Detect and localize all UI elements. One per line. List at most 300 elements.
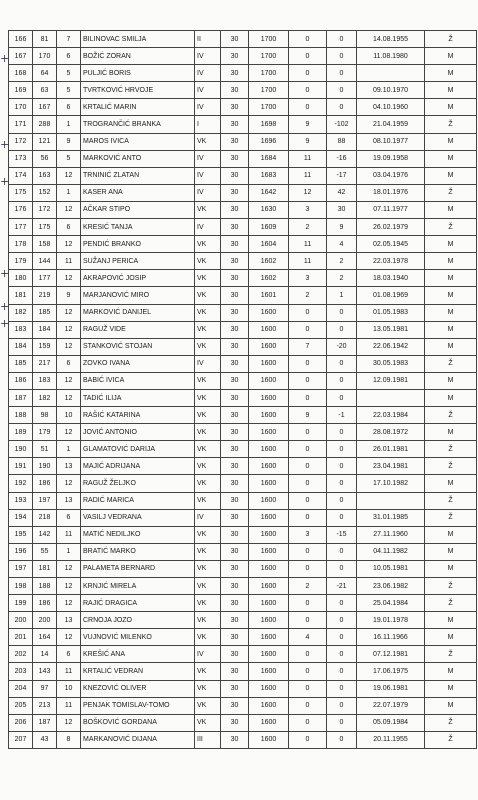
rating-cell: 1700: [249, 99, 289, 116]
birth-date-cell: 14.08.1955: [357, 31, 425, 48]
rating-cell: 1600: [249, 578, 289, 595]
rating-change-cell: 0: [327, 372, 357, 389]
group-cell: 5: [57, 82, 81, 99]
category-cell: VK: [195, 389, 221, 406]
rank-cell: 188: [9, 407, 33, 424]
group-cell: 6: [57, 219, 81, 236]
sex-cell: M: [425, 526, 477, 543]
games-cell: 30: [221, 441, 249, 458]
games-cell: 30: [221, 82, 249, 99]
rank-cell: 206: [9, 714, 33, 731]
sex-cell: M: [425, 287, 477, 304]
table-row: [9, 372, 477, 389]
birth-date-cell: 25.04.1984: [357, 595, 425, 612]
start-number-cell: 213: [33, 697, 57, 714]
sex-cell: M: [425, 697, 477, 714]
rating-cell: 1600: [249, 543, 289, 560]
sex-cell: M: [425, 629, 477, 646]
sex-cell: Ž: [425, 458, 477, 475]
category-cell: VK: [195, 304, 221, 321]
rank-cell: 167: [9, 48, 33, 65]
rating-change-cell: 0: [327, 492, 357, 509]
rating-change-cell: 0: [327, 731, 357, 748]
birth-date-cell: 10.05.1981: [357, 560, 425, 577]
start-number-cell: 159: [33, 338, 57, 355]
games-cell: 30: [221, 304, 249, 321]
group-cell: 11: [57, 697, 81, 714]
rank-cell: 169: [9, 82, 33, 99]
rank-cell: 193: [9, 492, 33, 509]
player-name-cell: PENDIĆ BRANKO: [81, 236, 195, 253]
sex-cell: Ž: [425, 219, 477, 236]
category-cell: VK: [195, 560, 221, 577]
start-number-cell: 288: [33, 116, 57, 133]
player-name-cell: RAGUŽ ŽELJKO: [81, 475, 195, 492]
games-cell: 30: [221, 697, 249, 714]
sex-cell: Ž: [425, 184, 477, 201]
rating-change-cell: -102: [327, 116, 357, 133]
rated-games-cell: 0: [289, 65, 327, 82]
start-number-cell: 188: [33, 578, 57, 595]
table-body: [9, 31, 477, 749]
games-cell: 30: [221, 612, 249, 629]
group-cell: 5: [57, 65, 81, 82]
start-number-cell: 179: [33, 424, 57, 441]
table-row: [9, 99, 477, 116]
birth-date-cell: 05.09.1984: [357, 714, 425, 731]
group-cell: 5: [57, 150, 81, 167]
rating-change-cell: 0: [327, 99, 357, 116]
birth-date-cell: 22.03.1984: [357, 407, 425, 424]
rated-games-cell: 0: [289, 99, 327, 116]
birth-date-cell: 01.05.1983: [357, 304, 425, 321]
birth-date-cell: [357, 389, 425, 406]
start-number-cell: 98: [33, 407, 57, 424]
table-row: [9, 253, 477, 270]
category-cell: VK: [195, 612, 221, 629]
category-cell: VK: [195, 201, 221, 218]
table-row: [9, 116, 477, 133]
player-name-cell: VASILJ VEDRANA: [81, 509, 195, 526]
sex-cell: Ž: [425, 714, 477, 731]
rank-cell: 202: [9, 646, 33, 663]
rank-cell: 197: [9, 560, 33, 577]
category-cell: VK: [195, 526, 221, 543]
games-cell: 30: [221, 133, 249, 150]
rated-games-cell: 0: [289, 646, 327, 663]
birth-date-cell: 07.11.1977: [357, 201, 425, 218]
margin-check-mark: +: [0, 52, 10, 65]
rank-cell: 183: [9, 321, 33, 338]
birth-date-cell: 19.01.1978: [357, 612, 425, 629]
rating-change-cell: 42: [327, 184, 357, 201]
start-number-cell: 187: [33, 714, 57, 731]
table-row: [9, 509, 477, 526]
player-name-cell: AKRAPOVIĆ JOSIP: [81, 270, 195, 287]
player-name-cell: MAJIĆ ADRIJANA: [81, 458, 195, 475]
birth-date-cell: 04.11.1982: [357, 543, 425, 560]
rating-change-cell: 0: [327, 304, 357, 321]
start-number-cell: 182: [33, 389, 57, 406]
birth-date-cell: 31.01.1985: [357, 509, 425, 526]
player-name-cell: MARKOVIĆ ANTO: [81, 150, 195, 167]
category-cell: VK: [195, 714, 221, 731]
rating-cell: 1600: [249, 389, 289, 406]
group-cell: 12: [57, 424, 81, 441]
rating-change-cell: 0: [327, 321, 357, 338]
start-number-cell: 51: [33, 441, 57, 458]
category-cell: VK: [195, 578, 221, 595]
birth-date-cell: 22.06.1942: [357, 338, 425, 355]
group-cell: 6: [57, 509, 81, 526]
rated-games-cell: 0: [289, 372, 327, 389]
rating-change-cell: 0: [327, 441, 357, 458]
group-cell: 12: [57, 372, 81, 389]
group-cell: 8: [57, 731, 81, 748]
games-cell: 30: [221, 150, 249, 167]
table-row: [9, 458, 477, 475]
birth-date-cell: 27.11.1960: [357, 526, 425, 543]
table-row: [9, 714, 477, 731]
start-number-cell: 121: [33, 133, 57, 150]
birth-date-cell: 19.06.1981: [357, 680, 425, 697]
table-row: [9, 595, 477, 612]
table-row: [9, 407, 477, 424]
start-number-cell: 177: [33, 270, 57, 287]
group-cell: 6: [57, 99, 81, 116]
start-number-cell: 81: [33, 31, 57, 48]
rated-games-cell: 0: [289, 714, 327, 731]
category-cell: VK: [195, 663, 221, 680]
rating-cell: 1600: [249, 509, 289, 526]
player-name-cell: BILINOVAC SMILJA: [81, 31, 195, 48]
rank-cell: 168: [9, 65, 33, 82]
rated-games-cell: 0: [289, 321, 327, 338]
player-name-cell: RAJIĆ DRAGICA: [81, 595, 195, 612]
category-cell: VK: [195, 253, 221, 270]
rating-change-cell: 0: [327, 680, 357, 697]
margin-check-mark: +: [0, 175, 10, 188]
games-cell: 30: [221, 338, 249, 355]
sex-cell: Ž: [425, 407, 477, 424]
rank-cell: 175: [9, 184, 33, 201]
games-cell: 30: [221, 492, 249, 509]
rating-cell: 1630: [249, 201, 289, 218]
rating-change-cell: 0: [327, 663, 357, 680]
games-cell: 30: [221, 167, 249, 184]
rating-cell: 1600: [249, 475, 289, 492]
sex-cell: M: [425, 65, 477, 82]
group-cell: 12: [57, 270, 81, 287]
sex-cell: Ž: [425, 116, 477, 133]
start-number-cell: 158: [33, 236, 57, 253]
group-cell: 12: [57, 595, 81, 612]
games-cell: 30: [221, 287, 249, 304]
rated-games-cell: 2: [289, 578, 327, 595]
player-name-cell: KRTALIĆ VEDRAN: [81, 663, 195, 680]
sex-cell: Ž: [425, 731, 477, 748]
rating-change-cell: -21: [327, 578, 357, 595]
rating-cell: 1600: [249, 697, 289, 714]
rating-change-cell: 0: [327, 82, 357, 99]
rating-cell: 1600: [249, 663, 289, 680]
rated-games-cell: 3: [289, 201, 327, 218]
rated-games-cell: 0: [289, 543, 327, 560]
rating-change-cell: 0: [327, 629, 357, 646]
group-cell: 12: [57, 475, 81, 492]
birth-date-cell: 22.07.1979: [357, 697, 425, 714]
rank-cell: 181: [9, 287, 33, 304]
rating-cell: 1642: [249, 184, 289, 201]
birth-date-cell: 07.12.1981: [357, 646, 425, 663]
birth-date-cell: [357, 65, 425, 82]
sex-cell: M: [425, 338, 477, 355]
sex-cell: M: [425, 236, 477, 253]
rank-cell: 177: [9, 219, 33, 236]
sex-cell: M: [425, 612, 477, 629]
player-name-cell: PALAMETA BERNARD: [81, 560, 195, 577]
player-name-cell: STANKOVIĆ STOJAN: [81, 338, 195, 355]
group-cell: 12: [57, 578, 81, 595]
rating-cell: 1600: [249, 526, 289, 543]
rank-cell: 203: [9, 663, 33, 680]
start-number-cell: 14: [33, 646, 57, 663]
table-row: [9, 48, 477, 65]
rated-games-cell: 0: [289, 355, 327, 372]
group-cell: 1: [57, 184, 81, 201]
category-cell: II: [195, 31, 221, 48]
margin-check-mark: +: [0, 267, 10, 280]
start-number-cell: 152: [33, 184, 57, 201]
rank-cell: 182: [9, 304, 33, 321]
category-cell: VK: [195, 372, 221, 389]
sex-cell: Ž: [425, 595, 477, 612]
player-name-cell: CRNOJA JOZO: [81, 612, 195, 629]
player-name-cell: MARJANOVIĆ MIRO: [81, 287, 195, 304]
category-cell: VK: [195, 492, 221, 509]
player-name-cell: BOŠKOVIĆ GORDANA: [81, 714, 195, 731]
rated-games-cell: 0: [289, 560, 327, 577]
games-cell: 30: [221, 629, 249, 646]
rating-cell: 1600: [249, 646, 289, 663]
rank-cell: 170: [9, 99, 33, 116]
sex-cell: M: [425, 475, 477, 492]
rank-cell: 205: [9, 697, 33, 714]
rating-cell: 1600: [249, 458, 289, 475]
rating-cell: 1600: [249, 731, 289, 748]
birth-date-cell: 18.01.1976: [357, 184, 425, 201]
category-cell: IV: [195, 646, 221, 663]
rating-change-cell: -1: [327, 407, 357, 424]
group-cell: 9: [57, 133, 81, 150]
player-name-cell: KRESIĆ TANJA: [81, 219, 195, 236]
rated-games-cell: 0: [289, 612, 327, 629]
rating-change-cell: -20: [327, 338, 357, 355]
sex-cell: M: [425, 253, 477, 270]
rating-change-cell: 0: [327, 31, 357, 48]
category-cell: VK: [195, 407, 221, 424]
group-cell: 13: [57, 458, 81, 475]
player-name-cell: ZOVKO IVANA: [81, 355, 195, 372]
rating-cell: 1604: [249, 236, 289, 253]
table-row: [9, 731, 477, 748]
rating-change-cell: 0: [327, 65, 357, 82]
category-cell: VK: [195, 338, 221, 355]
sex-cell: Ž: [425, 646, 477, 663]
table-row: [9, 492, 477, 509]
player-name-cell: GLAMATOVIĆ DARIJA: [81, 441, 195, 458]
table-row: [9, 629, 477, 646]
category-cell: IV: [195, 150, 221, 167]
rating-cell: 1600: [249, 355, 289, 372]
sex-cell: M: [425, 560, 477, 577]
rating-cell: 1600: [249, 714, 289, 731]
rated-games-cell: 0: [289, 389, 327, 406]
margin-check-mark: +: [0, 300, 10, 313]
table-row: [9, 560, 477, 577]
rank-cell: 172: [9, 133, 33, 150]
table-row: [9, 646, 477, 663]
games-cell: 30: [221, 458, 249, 475]
start-number-cell: 143: [33, 663, 57, 680]
rating-change-cell: 0: [327, 646, 357, 663]
category-cell: VK: [195, 321, 221, 338]
rating-change-cell: 0: [327, 424, 357, 441]
sex-cell: Ž: [425, 492, 477, 509]
category-cell: III: [195, 731, 221, 748]
rating-cell: 1600: [249, 372, 289, 389]
rated-games-cell: 0: [289, 697, 327, 714]
games-cell: 30: [221, 219, 249, 236]
games-cell: 30: [221, 509, 249, 526]
player-name-cell: KRTALIĆ MARIN: [81, 99, 195, 116]
games-cell: 30: [221, 543, 249, 560]
rated-games-cell: 0: [289, 680, 327, 697]
category-cell: VK: [195, 543, 221, 560]
rated-games-cell: 0: [289, 731, 327, 748]
rank-cell: 200: [9, 612, 33, 629]
category-cell: VK: [195, 595, 221, 612]
rating-change-cell: 0: [327, 509, 357, 526]
start-number-cell: 97: [33, 680, 57, 697]
games-cell: 30: [221, 321, 249, 338]
rank-cell: 184: [9, 338, 33, 355]
sex-cell: Ž: [425, 509, 477, 526]
start-number-cell: 164: [33, 629, 57, 646]
rated-games-cell: 0: [289, 424, 327, 441]
birth-date-cell: 11.08.1980: [357, 48, 425, 65]
sex-cell: M: [425, 270, 477, 287]
group-cell: 11: [57, 663, 81, 680]
table-row: [9, 526, 477, 543]
rank-cell: 196: [9, 543, 33, 560]
rank-cell: 176: [9, 201, 33, 218]
rating-cell: 1600: [249, 441, 289, 458]
rating-cell: 1600: [249, 612, 289, 629]
games-cell: 30: [221, 526, 249, 543]
birth-date-cell: 28.08.1972: [357, 424, 425, 441]
table-row: [9, 697, 477, 714]
sex-cell: M: [425, 82, 477, 99]
table-row: [9, 82, 477, 99]
rank-cell: 186: [9, 372, 33, 389]
category-cell: VK: [195, 458, 221, 475]
group-cell: 9: [57, 287, 81, 304]
start-number-cell: 181: [33, 560, 57, 577]
rating-change-cell: 0: [327, 560, 357, 577]
start-number-cell: 186: [33, 475, 57, 492]
start-number-cell: 175: [33, 219, 57, 236]
sex-cell: M: [425, 99, 477, 116]
rank-cell: 192: [9, 475, 33, 492]
group-cell: 1: [57, 116, 81, 133]
birth-date-cell: 23.04.1981: [357, 458, 425, 475]
rating-cell: 1602: [249, 253, 289, 270]
sex-cell: M: [425, 48, 477, 65]
group-cell: 6: [57, 48, 81, 65]
rated-games-cell: 0: [289, 441, 327, 458]
category-cell: IV: [195, 65, 221, 82]
rating-change-cell: 88: [327, 133, 357, 150]
start-number-cell: 219: [33, 287, 57, 304]
player-name-cell: RADIĆ MARICA: [81, 492, 195, 509]
rated-games-cell: 0: [289, 492, 327, 509]
margin-check-mark: +: [0, 138, 10, 151]
category-cell: IV: [195, 167, 221, 184]
category-cell: IV: [195, 99, 221, 116]
group-cell: 12: [57, 629, 81, 646]
player-name-cell: KREŠIĆ ANA: [81, 646, 195, 663]
birth-date-cell: 12.09.1981: [357, 372, 425, 389]
birth-date-cell: 02.05.1945: [357, 236, 425, 253]
rating-cell: 1600: [249, 560, 289, 577]
player-name-cell: KRNJIĆ MIRELA: [81, 578, 195, 595]
table-row: [9, 663, 477, 680]
rating-cell: 1601: [249, 287, 289, 304]
games-cell: 30: [221, 253, 249, 270]
rating-change-cell: 2: [327, 270, 357, 287]
table-row: [9, 167, 477, 184]
player-name-cell: KASER ANA: [81, 184, 195, 201]
group-cell: 12: [57, 304, 81, 321]
rank-cell: 190: [9, 441, 33, 458]
games-cell: 30: [221, 236, 249, 253]
rated-games-cell: 9: [289, 133, 327, 150]
group-cell: 1: [57, 543, 81, 560]
player-name-cell: BABIĆ IVICA: [81, 372, 195, 389]
player-name-cell: PENJAK TOMISLAV-TOMO: [81, 697, 195, 714]
rank-cell: 187: [9, 389, 33, 406]
rating-cell: 1700: [249, 82, 289, 99]
table-row: [9, 424, 477, 441]
group-cell: 12: [57, 321, 81, 338]
rating-change-cell: -15: [327, 526, 357, 543]
table-row: [9, 612, 477, 629]
games-cell: 30: [221, 201, 249, 218]
birth-date-cell: 16.11.1966: [357, 629, 425, 646]
start-number-cell: 170: [33, 48, 57, 65]
rank-cell: 194: [9, 509, 33, 526]
rank-cell: 179: [9, 253, 33, 270]
start-number-cell: 43: [33, 731, 57, 748]
games-cell: 30: [221, 184, 249, 201]
group-cell: 11: [57, 526, 81, 543]
rated-games-cell: 7: [289, 338, 327, 355]
player-name-cell: MAROS IVICA: [81, 133, 195, 150]
rating-change-cell: 0: [327, 355, 357, 372]
rating-change-cell: -17: [327, 167, 357, 184]
rated-games-cell: 2: [289, 219, 327, 236]
